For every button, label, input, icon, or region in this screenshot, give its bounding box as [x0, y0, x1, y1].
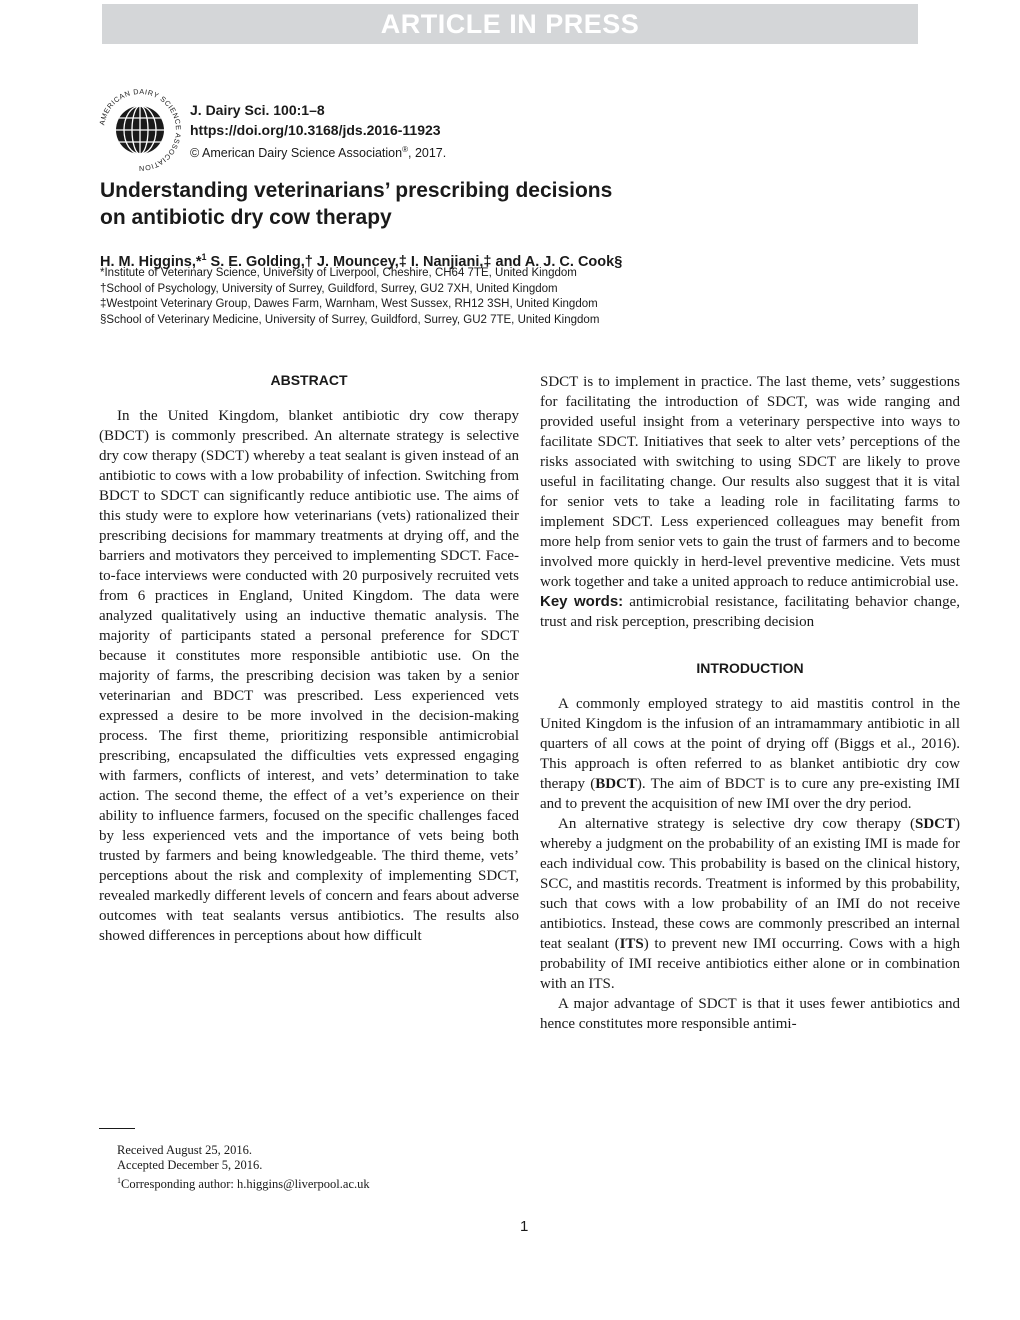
affiliations [100, 266, 920, 328]
left-column [99, 370, 519, 946]
abstract-text-continued: SDCT is to implement in practice. The last theme, vets’ suggestions for facilitating the introduction of SDCT, was wide ranging and provided useful insight from a veterinary perspective into ways to facilitate SDCT. Initiatives that seek to alter vets’ perceptions of the risks associated with switching to using SDCT are likely to prove useful in facilitating change. Our results also suggest that it is vital for senior vets to take a leading role in facilitating farms to implement SDCT. Less experienced colleagues may benefit from more help from senior vets to gain the trust of farmers and to become involved more quickly in herd-level preventive medicine. Vets must work together and take a united approach to reduce antimicrobial use. [540, 374, 960, 590]
journal-citation: J. Dairy Sci. 100:1–8 [190, 102, 325, 118]
footnote-rule [99, 1128, 135, 1129]
article-title: Understanding veterinarians’ prescribing decisions on antibiotic dry cow therapy [100, 179, 613, 229]
adsa-logo [96, 86, 184, 174]
abstract-text: In the United Kingdom, blanket antibiotic dry cow therapy (BDCT) is commonly prescribed. An alternate strategy is selective dry cow therapy (SDCT) whereby a teat sealant is given instead of an antibiotic to cows with a low probability of infection. Switching from BDCT to SDCT can significantly reduce antibiotic use. The aims of this study were to explore how veterinarians (vets) rationalized their prescribing decisions for mammary treatments at drying off, and the barriers and motivators they perceived to implementing SDCT. Face-to-face interviews were conducted with 20 purposively recruited vets from 6 practices in England, United Kingdom. The data were analyzed qualitatively using an inductive thematic analysis. The majority of participants stated a personal preference for SDCT because it constitutes more responsible antibiotic use. On the majority of farms, the prescribing decision was taken by a senior veterinarian and BDCT was prescribed. Less experienced vets expressed a desire to be more involved in the decision-making process. The first theme, prioritizing responsible antimicrobial prescribing, encapsulated the difficulties vets expressed engaging with farmers, conflicts of interest, and vets’ determination to take action. The second theme, the effect of a vet’s experience on their ability to influence farmers, focused on the specific challenges faced by less experienced vets and the importance of vets being both trusted by farmers and being knowledgeable. The third theme, vets’ perceptions about the risk and complexity of implementing SDCT, revealed markedly different levels of concern and fears about adverse outcomes with teat sealants versus antibiotics. The results also showed differences in perceptions about how difficult [99, 408, 519, 944]
journal-header [190, 100, 446, 163]
author-list: H. M. Higgins,*$^1$ S. E. Golding,† J. Mouncey,‡ I. Nanjiani,‡ and A. J. C. Cook§ [100, 252, 623, 270]
right-column [540, 372, 960, 1034]
affiliation-item: †School of Psychology, University of Surrey, Guildford, Surrey, GU2 7XH, United Kingdom [100, 282, 558, 295]
logo-ring-text: AMERICAN DAIRY SCIENCE ASSOCIATION [97, 86, 184, 174]
intro-paragraph-1: A commonly employed strategy to aid mastitis control in the United Kingdom is the infusion of an intramammary antibiotic in all quarters of all cows at the point of drying off (Biggs et al., 2016). This approach is often referred to as blanket antibiotic dry cow therapy (BDCT). The aim of BDCT is to cure any pre-existing IMI and to prevent the acquisition of new IMI over the dry period. [540, 696, 960, 812]
intro-paragraph-3: A major advantage of SDCT is that it uses fewer antibiotics and hence constitutes more responsible antimi- [540, 996, 960, 1032]
affiliation-item: §School of Veterinary Medicine, University of Surrey, Guildford, Surrey, GU2 7TE, United Kingdom [100, 313, 600, 326]
globe-icon [116, 106, 164, 154]
journal-copyright: © American Dairy Science Association®, 2017. [190, 145, 447, 161]
journal-doi[interactable]: https://doi.org/10.3168/jds.2016-11923 [190, 122, 441, 138]
corresponding-author: $^1$Corresponding author: h.higgins@liverpool.ac.uk [117, 1176, 370, 1192]
accepted-date: Accepted December 5, 2016. [117, 1158, 263, 1172]
intro-paragraph-2: An alternative strategy is selective dry cow therapy (SDCT) whereby a judgment on the probability of an existing IMI is made for each individual cow. This probability is based on the clinical history, SCC, and mastitis records. Treatment is informed by this probability, such that cows with a low probability of an IMI do not receive antibiotics. Instead, these cows are commonly prescribed an internal teat sealant (ITS) to prevent new IMI occurring. Cows with a high probability of IMI receive antibiotics either alone or in combination with an ITS. [540, 816, 960, 992]
footnotes [117, 1143, 517, 1192]
affiliation-item: *Institute of Veterinary Science, University of Liverpool, Cheshire, CH64 7TE, United Kingdom [100, 267, 577, 279]
received-date: Received August 25, 2016. [117, 1143, 253, 1157]
page-number: 1 [520, 1218, 529, 1235]
abstract-heading: ABSTRACT [270, 372, 348, 388]
keywords: Key words: antimicrobial resistance, facilitating behavior change, trust and risk perception, prescribing decision [540, 593, 960, 630]
article-in-press-banner: ARTICLE IN PRESS [102, 4, 918, 44]
affiliation-item: ‡Westpoint Veterinary Group, Dawes Farm, Warnham, West Sussex, RH12 3SH, United Kingdom [100, 298, 598, 310]
introduction-heading: INTRODUCTION [696, 660, 804, 676]
